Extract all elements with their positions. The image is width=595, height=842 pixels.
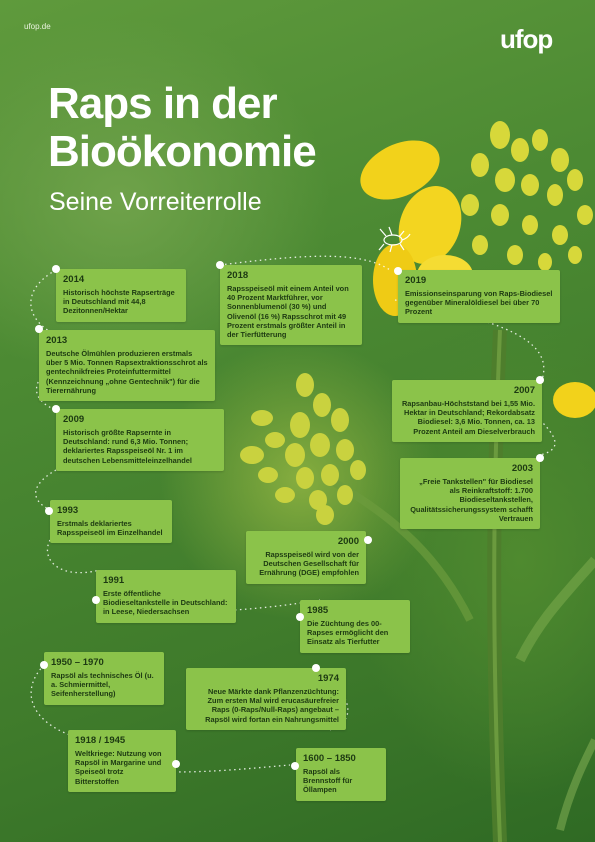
ufop-logo: ufop bbox=[500, 24, 553, 54]
timeline-card-2009 bbox=[56, 409, 224, 471]
timeline-dot bbox=[216, 261, 224, 269]
timeline-dot bbox=[296, 613, 304, 621]
event-year: 1974 bbox=[317, 673, 339, 684]
event-year: 2003 bbox=[511, 463, 533, 474]
timeline-card-1985 bbox=[300, 600, 410, 653]
event-year: 2014 bbox=[63, 274, 85, 285]
timeline-card-1993 bbox=[50, 500, 172, 543]
timeline-dot bbox=[536, 454, 544, 462]
timeline-card-2013 bbox=[39, 330, 215, 401]
event-year: 2013 bbox=[46, 335, 68, 346]
timeline-card-1950-1970 bbox=[44, 652, 164, 705]
event-text: Rapsöl als technisches Öl (u. a. Schmiermittel, Seifenherstellung) bbox=[51, 671, 154, 699]
timeline-card-2019 bbox=[398, 270, 560, 323]
event-year: 2009 bbox=[63, 414, 85, 425]
event-year: 2007 bbox=[513, 385, 535, 396]
title-line-2: Bioökonomie bbox=[48, 127, 316, 176]
page-subtitle: Seine Vorreiterrolle bbox=[49, 188, 262, 216]
timeline-card-2007 bbox=[392, 380, 542, 442]
title-line-1: Raps in der bbox=[48, 79, 277, 128]
timeline-dot bbox=[364, 536, 372, 544]
timeline-dot bbox=[35, 325, 43, 333]
event-text: Neue Märkte dank Pflanzenzüchtung: Zum ersten Mal wird erucasäurefreier Raps (0-Raps/Null-Raps) angebaut – Rapsöl wird fortan ein Nahrungsmittel bbox=[205, 687, 339, 724]
event-text: Historisch größte Rapsernte in Deutschland: rund 6,3 Mio. Tonnen; deklariertes Rapsspeiseöl Nr. 1 im deutschen Lebensmitteleinzelhandel bbox=[63, 428, 192, 465]
timeline-dot bbox=[52, 265, 60, 273]
timeline-card-2018 bbox=[220, 265, 362, 345]
timeline-dot bbox=[394, 267, 402, 275]
event-text: Rapsspeiseöl mit einem Anteil von 40 Prozent Marktführer, vor Sonnenblumenöl (30 %) und Olivenöl (16 %) Rapsschrot mit 49 Prozent erstmals größter Anteil in der Tierfütterung bbox=[227, 284, 349, 340]
event-year: 2018 bbox=[227, 270, 249, 281]
timeline-dot bbox=[45, 507, 53, 515]
event-text: Rapsspeiseöl wird von der Deutschen Gesellschaft für Ernährung (DGE) empfohlen bbox=[259, 550, 359, 578]
event-year: 1918 / 1945 bbox=[75, 735, 126, 746]
timeline-dot bbox=[172, 760, 180, 768]
event-text: Die Züchtung des 00-Rapses ermöglicht den Einsatz als Tierfutter bbox=[307, 619, 389, 647]
page-title bbox=[48, 80, 316, 176]
event-text: Weltkriege: Nutzung von Rapsöl in Margarine und Speiseöl trotz Bitterstoffen bbox=[75, 749, 162, 786]
event-year: 1600 – 1850 bbox=[303, 753, 356, 764]
bud-cluster-middle bbox=[240, 373, 366, 525]
timeline-dot bbox=[92, 596, 100, 604]
timeline-dot bbox=[536, 376, 544, 384]
timeline-card-1600-1850 bbox=[296, 748, 386, 801]
event-text: Deutsche Ölmühlen produzieren erstmals über 5 Mio. Tonnen Rapsextraktionsschrot als gentechnikfreies Proteinfuttermittel (Kennzeichnung „ohne Gentechnik") für die Tierernährung bbox=[46, 349, 208, 395]
timeline-card-1991 bbox=[96, 570, 236, 623]
event-text: Rapsanbau-Höchststand bei 1,55 Mio. Hektar in Deutschland; Rekordabsatz Biodiesel: 3,6 Mio. Tonnen, ca. 13 Prozent Anteil am Dieselverbrauch bbox=[401, 399, 535, 436]
timeline-card-1918-1945 bbox=[68, 730, 176, 792]
event-text: Erstmals deklariertes Rapsspeiseöl im Einzelhandel bbox=[57, 519, 163, 538]
event-text: Erste öffentliche Biodieseltankstelle in Deutschland: in Leese, Niedersachsen bbox=[103, 589, 228, 617]
timeline-card-2014 bbox=[56, 269, 186, 322]
timeline-dot bbox=[52, 405, 60, 413]
timeline-dot bbox=[312, 664, 320, 672]
timeline-card-2000 bbox=[246, 531, 366, 584]
event-year: 1991 bbox=[103, 575, 125, 586]
event-year: 1993 bbox=[57, 505, 79, 516]
event-text: Rapsöl als Brennstoff für Öllampen bbox=[303, 767, 353, 795]
event-text: Historisch höchste Rapserträge in Deutschland mit 44,8 Dezitonnen/Hektar bbox=[63, 288, 175, 316]
timeline-card-2003 bbox=[400, 458, 540, 529]
event-text: „Freie Tankstellen" für Biodiesel als Reinkraftstoff: 1.700 Biodieseltankstellen, Qualitätssicherungssystem schafft Vertrauen bbox=[410, 477, 533, 523]
event-year: 2019 bbox=[405, 275, 427, 286]
bud-cluster bbox=[461, 121, 593, 271]
event-year: 1985 bbox=[307, 605, 329, 616]
website-url[interactable]: ufop.de bbox=[24, 22, 51, 31]
event-year: 1950 – 1970 bbox=[51, 657, 104, 668]
timeline-dot bbox=[40, 661, 48, 669]
event-text: Emissionseinsparung von Raps-Biodiesel gegenüber Mineralöldiesel bei über 70 Prozent bbox=[405, 289, 553, 317]
timeline-dot bbox=[291, 762, 299, 770]
timeline-card-1974 bbox=[186, 668, 346, 730]
event-year: 2000 bbox=[337, 536, 359, 547]
